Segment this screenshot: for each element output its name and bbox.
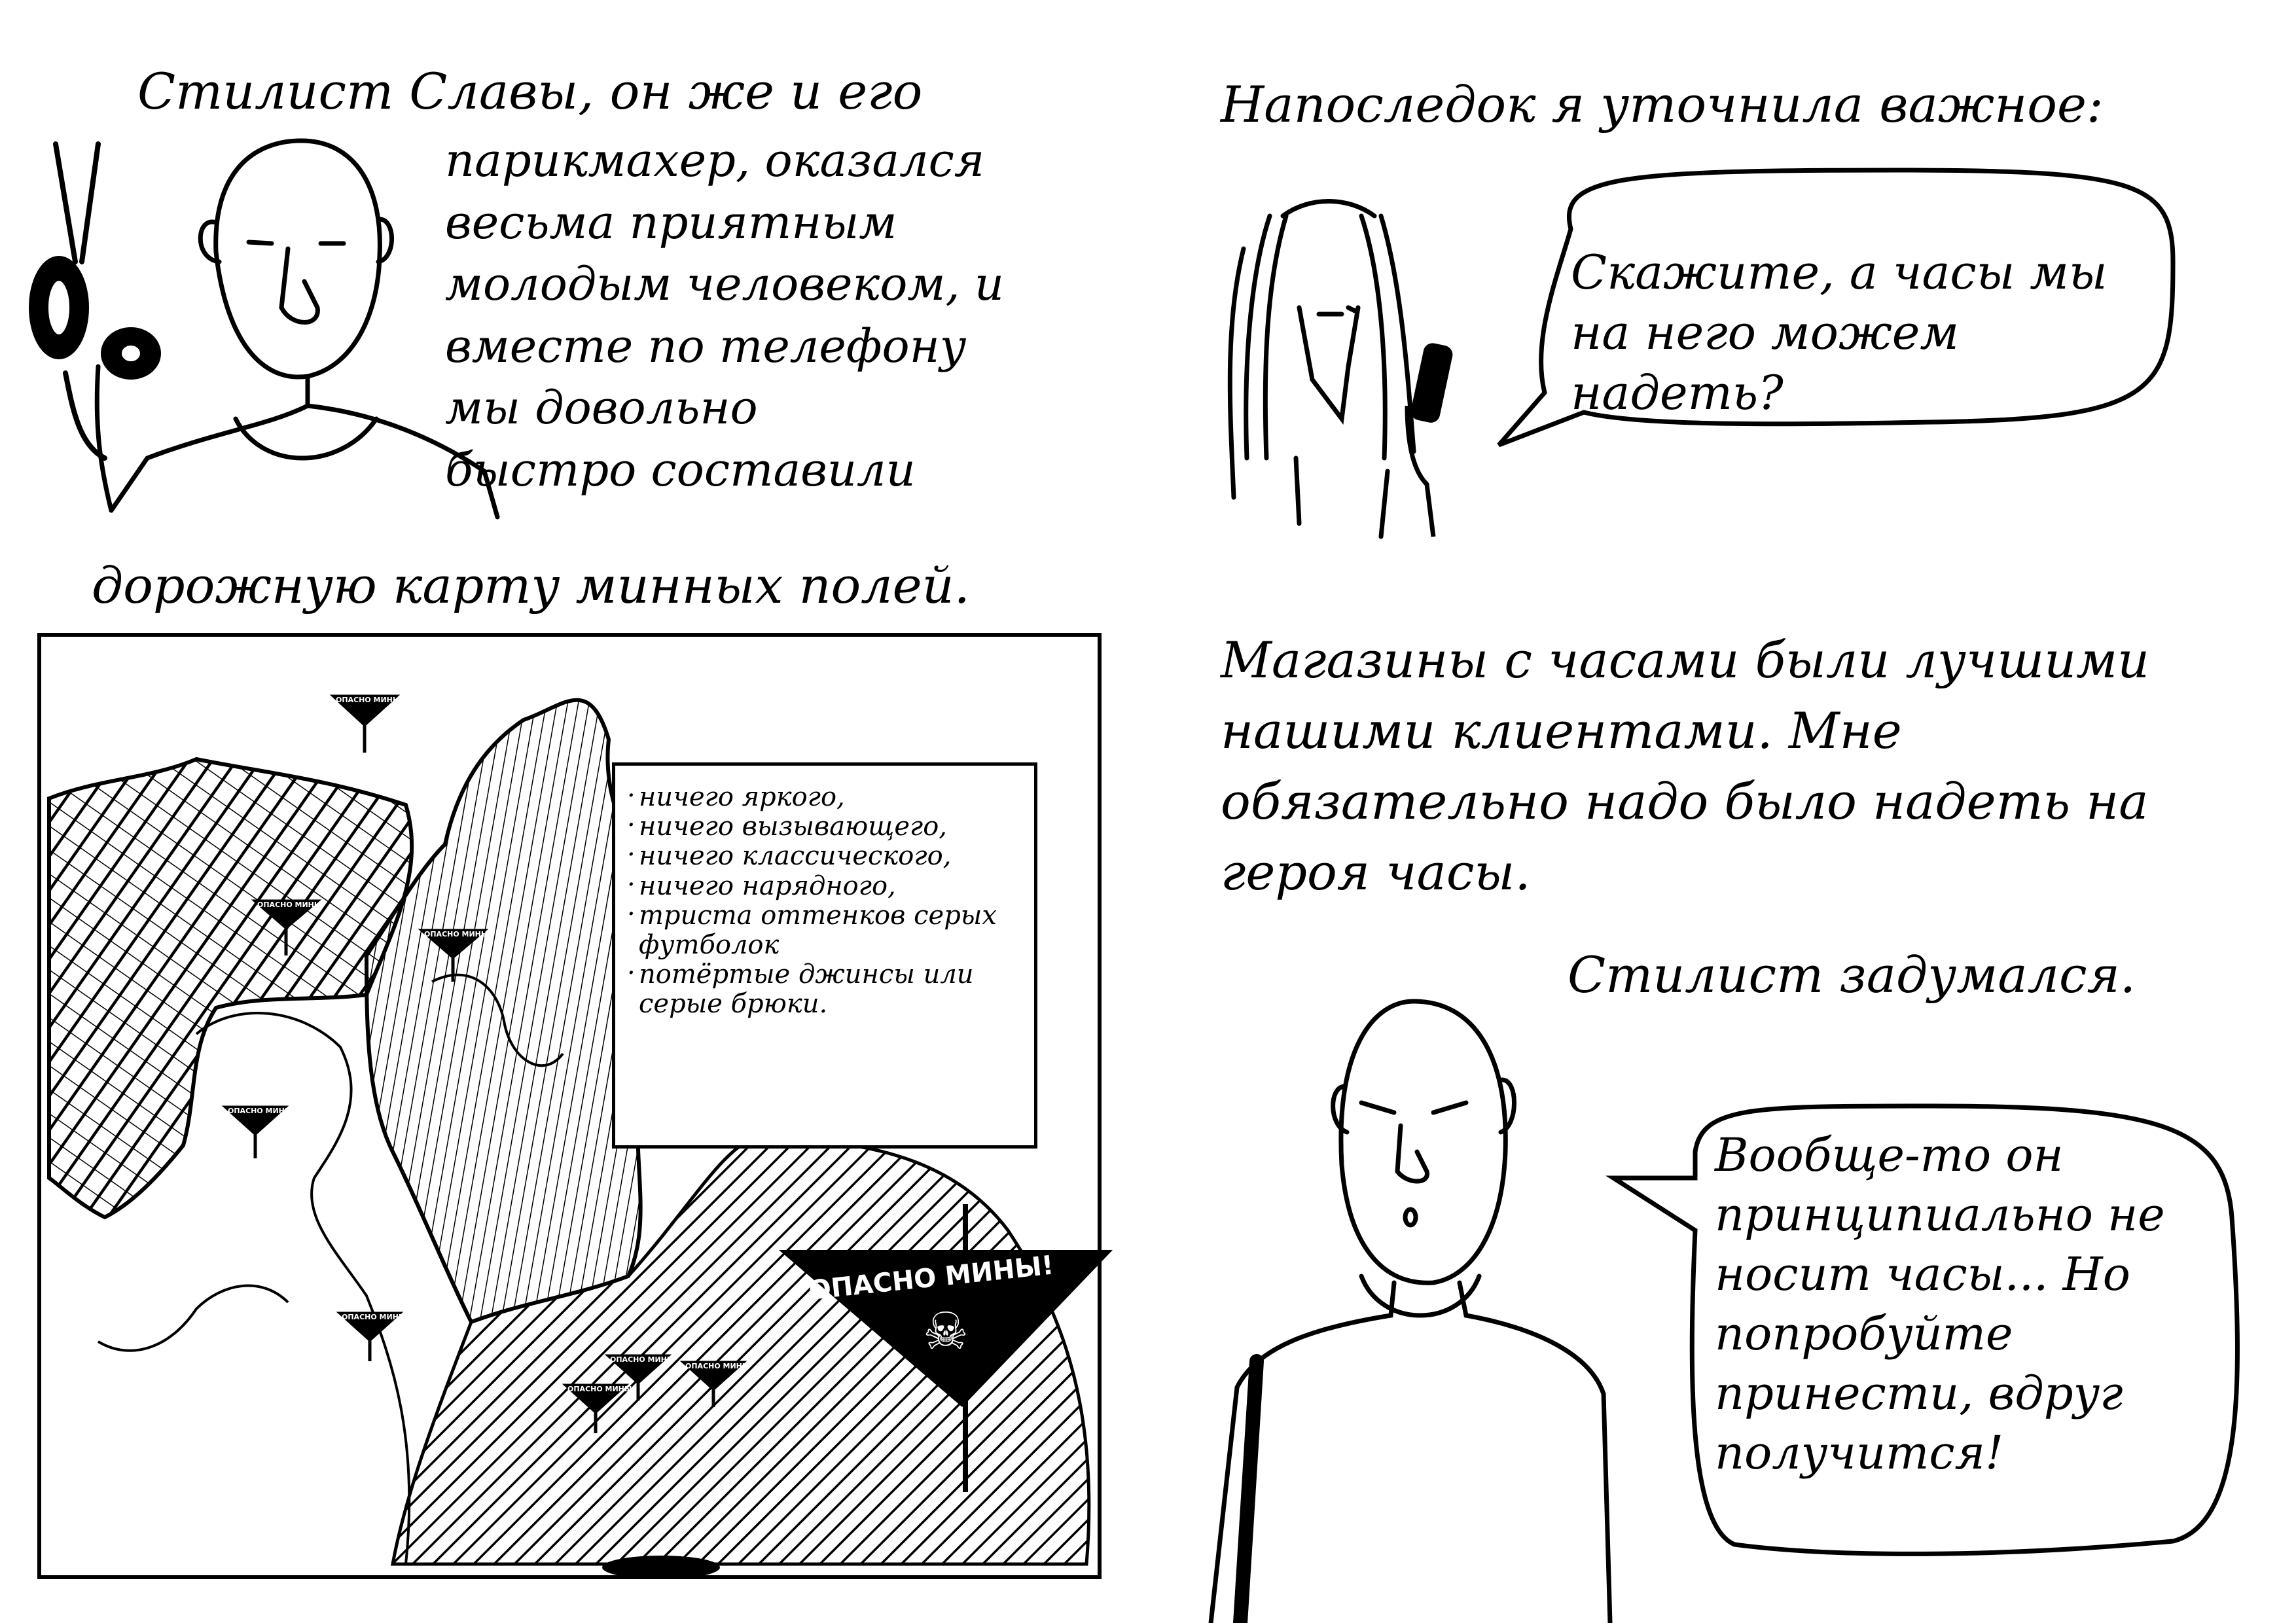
skull-crossbones-icon: ☠ bbox=[923, 1302, 969, 1361]
list-item: · ничего нарядного, bbox=[630, 872, 1022, 901]
caption-question: Напоследок я уточнила важное: bbox=[1221, 75, 2104, 134]
caption-watch-note: Магазины с часами были лучшими нашими клиентами. Мне обязательно надо было надеть на героя часы. bbox=[1221, 631, 2150, 901]
stylist-figure-bottom bbox=[1211, 1001, 1610, 1623]
stylist-figure-top bbox=[97, 141, 497, 517]
caption-stylist-thinking: Стилист задумался. bbox=[1568, 946, 2136, 1004]
small-mine-sign-label: ОПАСНО МИНЫ bbox=[336, 696, 401, 704]
list-item: · триста оттенков серых футболок bbox=[630, 901, 1022, 960]
list-item: · потёртые джинсы или серые брюки. bbox=[630, 960, 1022, 1019]
small-mine-sign-label: ОПАСНО МИНЫ bbox=[685, 1362, 750, 1370]
speech-answer-text: Вообще-то он принципиально не носит часы... Но попробуйте принести, вдруг получится! bbox=[1715, 1128, 2165, 1480]
small-mine-sign-label: ОПАСНО МИНЫ bbox=[567, 1385, 632, 1393]
caption-stylist-intro-bottom: дорожную карту минных полей. bbox=[92, 556, 970, 615]
speech-question-text: Скажите, а часы мы на него можем надеть? bbox=[1571, 245, 2108, 421]
map-clothing-list bbox=[612, 762, 1037, 1149]
small-mine-sign-label: ОПАСНО МИНЫ bbox=[228, 1107, 293, 1115]
list-item: · ничего вызывающего, bbox=[630, 812, 1022, 842]
small-mine-sign-label: ОПАСНО МИНЫ bbox=[424, 930, 489, 938]
list-item: · ничего яркого, bbox=[630, 783, 1022, 812]
small-mine-sign-label: ОПАСНО МИНЫ bbox=[610, 1355, 675, 1364]
big-mine-sign-label: ОПАСНО МИНЫ! bbox=[807, 1250, 1056, 1306]
list-item: · ничего классического, bbox=[630, 842, 1022, 871]
caption-stylist-intro-side: парикмахер, оказался весьма приятным молодым человеком, и вместе по телефону мы довольно быстро составили bbox=[445, 134, 1004, 497]
caption-stylist-intro-top: Стилист Славы, он же и его bbox=[137, 62, 923, 120]
woman-figure bbox=[1230, 202, 1414, 537]
small-mine-sign-label: ОПАСНО МИНЫ bbox=[342, 1313, 406, 1321]
small-mine-sign-label: ОПАСНО МИНЫ bbox=[257, 901, 322, 909]
